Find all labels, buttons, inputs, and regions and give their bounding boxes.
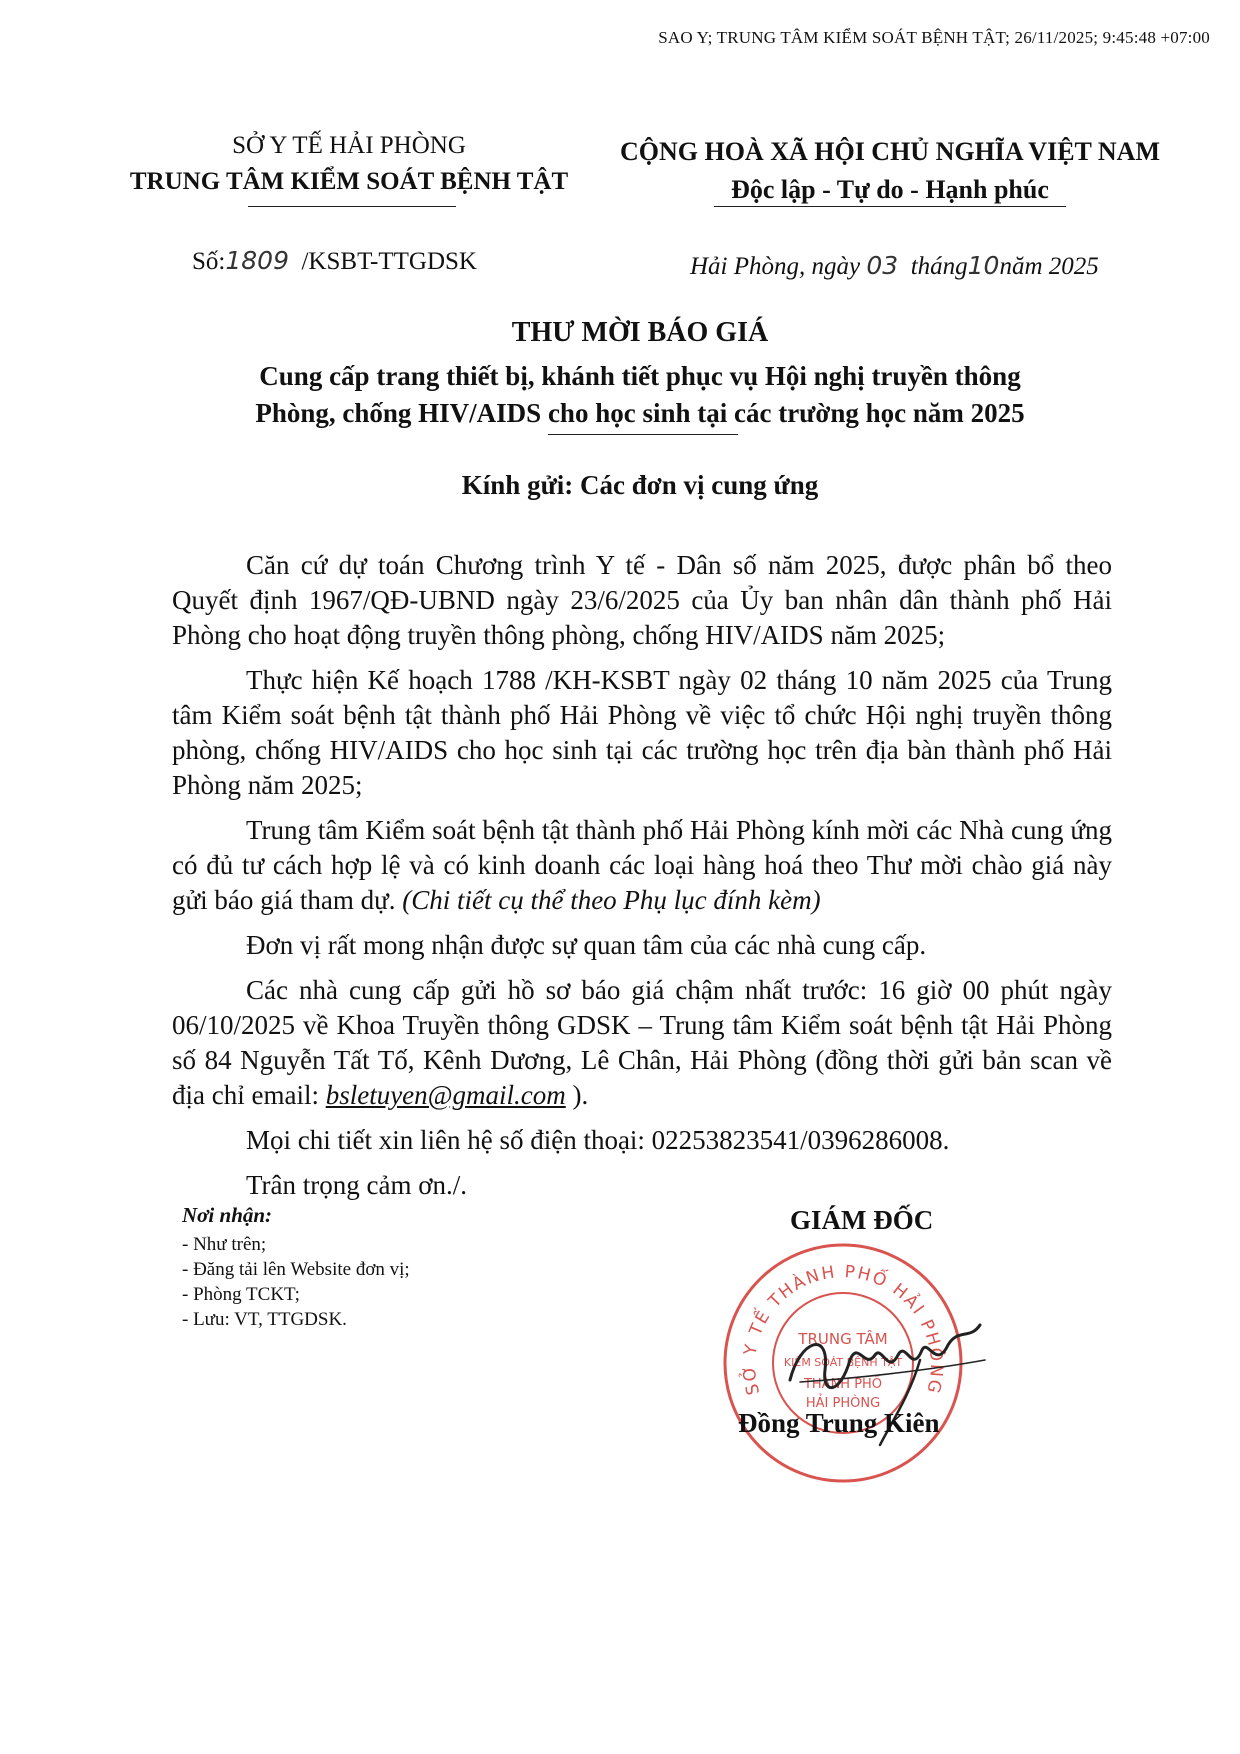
document-date xyxy=(690,251,1099,281)
paragraph-contact: Mọi chi tiết xin liên hệ số điện thoại: 02253823541/0396286008. xyxy=(246,1125,950,1155)
recipients-heading: Nơi nhận: xyxy=(182,1203,273,1227)
seal-center-line: THÀNH PHỐ xyxy=(803,1377,883,1392)
issuing-agency: TRUNG TÂM KIỂM SOÁT BỆNH TẬT xyxy=(129,168,569,196)
paragraph-invitation xyxy=(172,813,1112,918)
signer-name: Đồng Trung Kiên xyxy=(738,1408,940,1438)
doc-number-prefix: Số: xyxy=(192,248,226,275)
paragraph-legal-basis: Căn cứ dự toán Chương trình Y tế - Dân số năm 2025, được phân bổ theo Quyết định 1967/QĐ-UBND ngày 23/6/2025 của Ủy ban nhân dân thành phố Hải Phòng cho hoạt động truyền thông phòng, chống HIV/AIDS năm 2025; xyxy=(172,550,1112,650)
seal-center-line: KIỂM SOÁT BỆNH TẬT xyxy=(783,1356,903,1369)
salutation: Kính gửi: Các đơn vị cung ứng xyxy=(461,470,819,500)
appendix-note: (Chi tiết cụ thể theo Phụ lục đính kèm) xyxy=(402,885,821,915)
deadline-text: Các nhà cung cấp gửi hồ sơ báo giá chậm nhất trước: 16 giờ 00 phút ngày 06/10/2025 về Khoa Truyền thông GDSK – Trung tâm Kiểm soát bệnh tật Hải Phòng số 84 Nguyễn Tất Tố, Kênh Dương, Lê Chân, Hải Phòng (đồng thời gửi bản scan về địa chỉ email: xyxy=(172,975,1112,1110)
doc-number-suffix: /KSBT-TTGDSK xyxy=(301,248,477,275)
paragraph-appreciation: Đơn vị rất mong nhận được sự quan tâm của các nhà cung cấp. xyxy=(246,930,927,960)
seal-ring-text: SỞ Y TẾ THÀNH PHỐ HẢI PHÒNG xyxy=(739,1262,947,1397)
digital-copy-stamp: SAO Y; TRUNG TÂM KIỂM SOÁT BỆNH TẬT; 26/11/2025; 9:45:48 +07:00 xyxy=(658,28,1210,47)
signer-role: GIÁM ĐỐC xyxy=(790,1205,934,1235)
paragraph-thanks: Trân trọng cảm ơn./. xyxy=(246,1170,468,1200)
seal-center-line: HẢI PHÒNG xyxy=(805,1396,881,1411)
invitation-text: Trung tâm Kiểm soát bệnh tật thành phố Hải Phòng kính mời các Nhà cung ứng có đủ tư cách hợp lệ và có kinh doanh các loại hàng hoá theo Thư mời chào giá này gửi báo giá tham dự. xyxy=(172,815,1112,915)
date-month: 10 xyxy=(967,251,1000,280)
parent-agency: SỞ Y TẾ HẢI PHÒNG xyxy=(232,132,466,159)
recipients-block xyxy=(182,1203,410,1332)
subtitle-line: Phòng, chống HIV/AIDS cho học sinh tại các trường học năm 2025 xyxy=(255,398,1025,429)
national-title: CỘNG HOÀ XÃ HỘI CHỦ NGHĨA VIỆT NAM xyxy=(619,137,1161,166)
motto-divider xyxy=(714,206,1066,207)
paragraph-deadline xyxy=(172,973,1112,1113)
date-year-label: năm 2025 xyxy=(999,253,1099,280)
document-title: THƯ MỜI BÁO GIÁ xyxy=(511,317,769,348)
document-number xyxy=(192,246,477,276)
national-motto: Độc lập - Tự do - Hạnh phúc xyxy=(731,174,1049,204)
recipient-item: - Đăng tải lên Website đơn vị; xyxy=(182,1259,410,1280)
paragraph-plan: Thực hiện Kế hoạch 1788 /KH-KSBT ngày 02 tháng 10 năm 2025 của Trung tâm Kiểm soát bệnh tật thành phố Hải Phòng về việc tổ chức Hội nghị truyền thông phòng, chống HIV/AIDS cho học sinh tại các trường học trên địa bàn thành phố Hải Phòng năm 2025; xyxy=(172,665,1112,800)
subtitle-line: Cung cấp trang thiết bị, khánh tiết phục vụ Hội nghị truyền thông xyxy=(259,361,1021,391)
seal-center-line: TRUNG TÂM xyxy=(798,1330,888,1348)
recipient-item: - Như trên; xyxy=(182,1234,267,1255)
recipient-item: - Phòng TCKT; xyxy=(182,1284,300,1305)
document-subtitle xyxy=(120,358,1160,433)
date-place: Hải Phòng, ngày xyxy=(690,253,861,280)
issuing-agency-header xyxy=(104,128,594,201)
letter-body xyxy=(172,548,1112,1213)
date-month-label: tháng xyxy=(910,253,968,280)
deadline-end: ). xyxy=(572,1080,589,1110)
subtitle-divider xyxy=(548,434,738,435)
national-header xyxy=(590,133,1190,208)
doc-number-handwritten: 1809 xyxy=(225,246,289,275)
date-day: 03 xyxy=(866,251,899,280)
agency-divider xyxy=(248,206,456,207)
recipient-item: - Lưu: VT, TTGDSK. xyxy=(182,1309,347,1330)
email-link[interactable]: bsletuyen@gmail.com xyxy=(325,1080,566,1110)
